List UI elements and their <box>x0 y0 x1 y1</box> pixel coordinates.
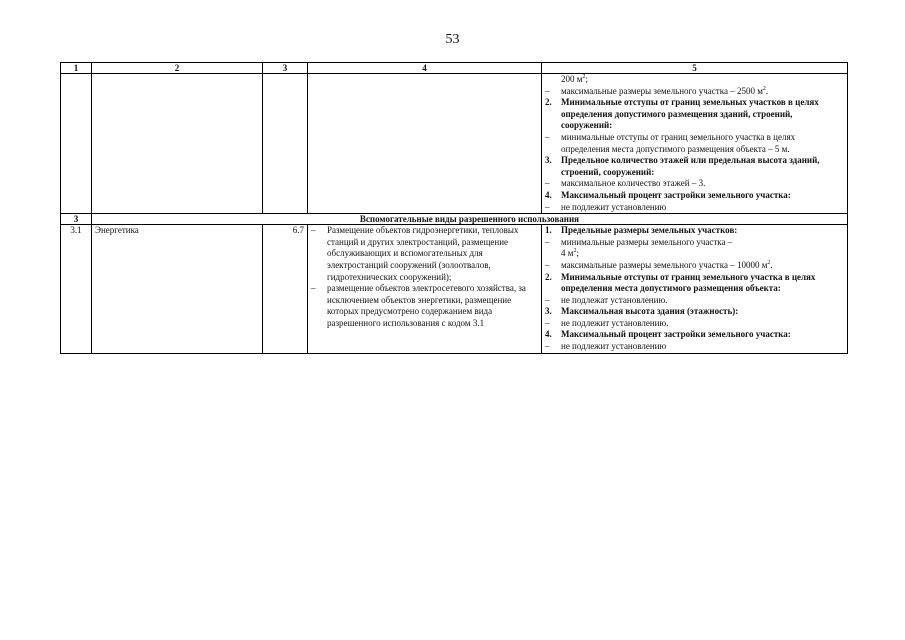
dash-bullet: – <box>545 294 550 305</box>
section-row <box>61 214 848 225</box>
numbered-item <box>545 155 844 178</box>
numbered-item <box>545 97 844 132</box>
cont-col-5 <box>542 74 848 214</box>
dash-bullet: – <box>545 131 550 142</box>
dash-item <box>311 283 538 329</box>
item-text: не подлежат установлению. <box>561 294 668 305</box>
item-number: 4. <box>545 329 552 340</box>
dash-bullet: – <box>545 341 550 352</box>
land-use-table <box>60 62 848 354</box>
header-col-2: 2 <box>92 63 263 74</box>
dash-item <box>545 295 844 307</box>
item-number: 2. <box>545 271 552 282</box>
item-number: 2. <box>545 97 552 108</box>
header-col-4: 4 <box>308 63 542 74</box>
dash-item <box>545 202 844 214</box>
numbered-item <box>545 329 844 341</box>
table-row <box>61 225 848 354</box>
item-text: максимальное количество этажей – 3. <box>561 178 706 189</box>
cont-col-4 <box>308 74 542 214</box>
cont-col-1 <box>61 74 92 214</box>
header-row <box>61 63 848 74</box>
dash-item <box>545 132 844 155</box>
item-text: Максимальная высота здания (этажность): <box>561 306 739 317</box>
page-number: 53 <box>445 32 460 47</box>
numbered-item <box>545 225 844 237</box>
item-number: 1. <box>545 225 552 236</box>
dash-item <box>311 225 538 283</box>
dash-bullet: – <box>545 201 550 212</box>
item-text: не подлежит установлению <box>561 201 667 212</box>
params-list <box>545 225 844 353</box>
row-code: 6.7 <box>263 225 308 354</box>
list-text: 4 $м^2$; <box>561 248 579 259</box>
description-list <box>311 225 538 329</box>
dash-item <box>545 341 844 353</box>
item-text: не подлежит установлению. <box>561 317 669 328</box>
item-text: Максимальный процент застройки земельного участка: <box>561 329 791 340</box>
section-title: Вспомогательные виды разрешенного использования <box>92 214 848 225</box>
section-number: 3 <box>61 214 92 225</box>
cont-col-2 <box>92 74 263 214</box>
dash-bullet: – <box>545 236 550 247</box>
dash-bullet: – <box>545 259 550 270</box>
item-number: 3. <box>545 306 552 317</box>
row-params <box>542 225 848 354</box>
item-text: Предельное количество этажей или предельная высота зданий, строений, сооружений: <box>561 155 820 177</box>
dash-item <box>545 237 844 249</box>
item-text: максимальные размеры земельного участка – 2500 $м^2$. <box>561 85 769 96</box>
header-col-5: 5 <box>542 63 848 74</box>
row-number: 3.1 <box>61 225 92 354</box>
numbered-item <box>545 306 844 318</box>
dash-bullet: – <box>311 283 316 294</box>
dash-item <box>545 86 844 98</box>
item-text: Предельные размеры земельных участков: <box>561 225 738 236</box>
item-text: не подлежит установлению <box>561 341 667 352</box>
dash-bullet: – <box>545 317 550 328</box>
row-description <box>308 225 542 354</box>
item-text: Размещение объектов гидроэнергетики, тепловых станций и других электростанций, размещение обслуживающих и вспомогательных для электростанций сооружений (золоотвалов, гидротехнических сооружений); <box>327 225 519 282</box>
item-text: размещение объектов электросетевого хозяйства, за исключением объектов энергетики, размещение которых предусмотрено содержанием вида разрешенного использования с кодом 3.1 <box>327 283 526 328</box>
dash-item <box>545 260 844 272</box>
dash-bullet: – <box>545 85 550 96</box>
numbered-item <box>545 272 844 295</box>
continued-row <box>61 74 848 214</box>
item-text: Минимальные отступы от границ земельных участков в целях определения допустимого размещения зданий, строений, сооружений: <box>561 97 819 131</box>
item-text: Минимальные отступы от границ земельного участка в целях определения места допустимого размещения объекта: <box>561 271 816 294</box>
dash-item <box>545 318 844 330</box>
dash-bullet: – <box>545 178 550 189</box>
item-text: максимальные размеры земельного участка – 10000 $м^2$. <box>561 259 773 270</box>
header-col-3: 3 <box>263 63 308 74</box>
item-text: Максимальный процент застройки земельного участка: <box>561 189 791 200</box>
cont-col-3 <box>263 74 308 214</box>
item-text: минимальные отступы от границ земельного участка в целях определения места допустимого размещения объекта – 5 м. <box>561 131 796 154</box>
list-text: 200 $м^2$; <box>561 74 588 84</box>
dash-item <box>545 178 844 190</box>
header-col-1: 1 <box>61 63 92 74</box>
dash-bullet: – <box>311 225 316 236</box>
item-number: 4. <box>545 189 552 200</box>
item-number: 3. <box>545 155 552 166</box>
numbered-item <box>545 190 844 202</box>
item-text: минимальные размеры земельного участка – <box>561 236 733 247</box>
cont-params-list <box>545 74 844 213</box>
row-use-name: Энергетика <box>92 225 263 354</box>
